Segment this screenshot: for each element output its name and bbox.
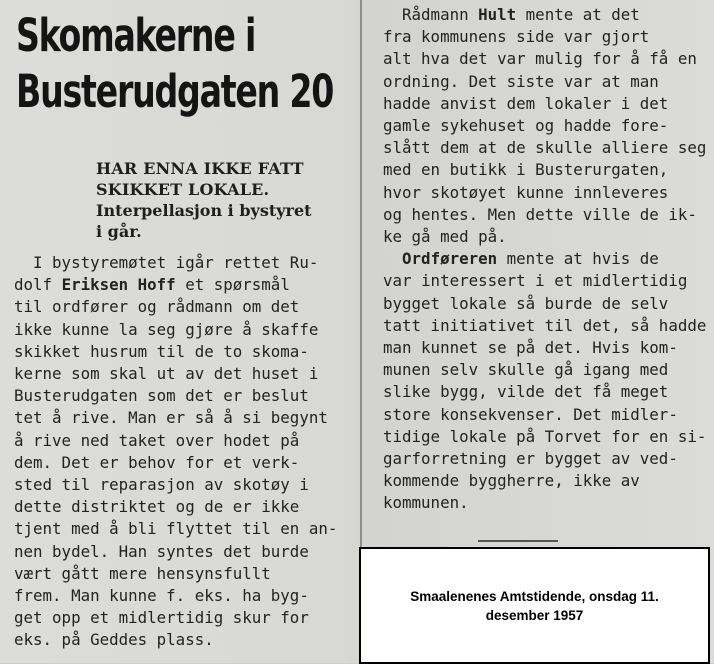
text-run: vært gått mere hensynsfullt [14,563,271,583]
right-body-line [383,182,705,204]
subhead-line-2: SKIKKET LOKALE. [96,180,270,199]
left-column [6,8,354,663]
text-run: bygget lokale så burde de selv [383,293,669,313]
text-run: var interessert i et midlertidig [383,271,688,291]
text-run: tet å rive. Man er så å si begynt [14,408,328,428]
text-run: slike bygg, vilde det få meget [383,382,669,402]
text-run: hvor skotøyet kunne innleveres [383,182,669,202]
caption-box [359,547,710,664]
text-run: man kunnet se på det. Hvis kom- [383,338,678,358]
text-run: sted til reparasjon av skotøy i [14,475,309,495]
left-body-line [14,496,354,518]
left-body-line [14,518,354,540]
left-body-line [14,274,354,296]
right-body-line [383,426,705,448]
left-body-line [14,319,354,341]
caption-line-1: Smaalenenes Amtstidende, onsdag 11. [410,588,659,604]
left-body-line [14,541,354,563]
right-column-body [383,4,705,515]
headline-line-1: Skomakerne i [16,9,256,62]
text-run: tatt initiativet til det, så hadde [383,315,707,335]
text-run: tidige lokale på Torvet for en si- [383,426,707,446]
text-run: kommende byggherre, ikke av [383,471,640,491]
text-run: kerne som skal ut av det huset i [14,364,319,384]
left-body-line [14,585,354,607]
text-run: og hentes. Men dette ville de ik- [383,204,697,224]
text-run: slått dem at de skulle alliere seg [383,138,707,158]
text-run: ikke kunne la seg gjøre å skaffe [14,319,319,339]
right-body-line [383,381,705,403]
text-run: tjent med å bli flyttet til en an- [14,519,338,539]
right-body-line [383,93,705,115]
right-body-line [383,26,705,48]
text-run: frem. Man kunne f. eks. ha byg- [14,586,309,606]
subhead-line-4: i går. [96,222,142,241]
text-run: ordning. Det siste var at man [383,71,659,91]
text-run: mente at hvis de [497,249,659,269]
text-run: gamle sykehuset og hadde fore- [383,116,669,136]
right-column [383,4,705,544]
text-run: get opp et midlertidig skur for [14,608,309,628]
bold-name: Eriksen Hoff [61,275,176,295]
text-run: å rive ned taket over hodet på [14,430,300,450]
text-run: kommunen. [383,493,469,513]
text-run: I bystyremøtet igår rettet Ru- [14,253,319,272]
text-run: dette distriktet og de er ikke [14,497,300,517]
bold-name: Hult [478,5,517,24]
subhead-line-1: HAR ENNA IKKE FATT [96,159,304,178]
text-run [383,249,402,268]
right-body-line [383,71,705,93]
text-run: med en butikk i Busterurgaten, [383,160,669,180]
right-body-line [383,248,705,270]
text-run: fra kommunens side var gjort [383,27,650,47]
right-body-line [383,226,705,248]
right-body-line [383,470,705,492]
caption-line-2: desember 1957 [485,607,584,623]
bold-name: Ordføreren [402,249,498,269]
left-body-line [14,607,354,629]
left-body-line [14,563,354,585]
right-body-line [383,448,705,470]
text-run: Busterudgaten som det er beslut [14,386,309,406]
left-body-line [14,363,354,385]
right-body-line [383,337,705,359]
left-body-line [14,341,354,363]
left-body-line [14,629,354,651]
text-run: store konsekvenser. Det midler- [383,404,678,424]
text-run: til ordfører og rådmann om det [14,297,300,317]
left-body-line [14,385,354,407]
text-run: skikket husrum til de to skoma- [14,341,309,361]
left-body-line [14,296,354,318]
text-run: munen selv skulle gå igang med [383,360,669,380]
left-body-line [14,252,354,274]
subheadline [96,158,354,242]
text-run: mente at det [516,5,640,24]
headline-line-2: Busterudgaten 20 [16,65,334,118]
text-run: eks. på Geddes plass. [14,630,214,650]
text-run: hadde anvist dem lokaler i det [383,93,669,113]
right-body-line [383,48,705,70]
text-run: alt hva det var mulig for å få en [383,49,697,69]
text-run: nen bydel. Han syntes det burde [14,541,309,561]
caption [390,587,680,625]
left-body-line [14,474,354,496]
right-body-line [383,404,705,426]
right-body-line [383,359,705,381]
text-run: Rådmann [383,5,479,24]
text-run: dem. Det er behov for et verk- [14,452,300,472]
right-body-line [383,492,705,514]
left-column-body [14,252,354,652]
headline [16,8,360,120]
left-body-line [14,452,354,474]
subhead-line-3: Interpellasjon i bystyret [96,201,312,220]
left-body-line [14,430,354,452]
left-body-line [14,407,354,429]
end-rule [478,540,558,542]
right-body-line [383,115,705,137]
right-body-line [383,159,705,181]
right-body-line [383,204,705,226]
right-body-line [383,293,705,315]
text-run: ke gå med på. [383,227,507,247]
text-run: garforretning er bygget av ved- [383,449,678,469]
text-run: et spørsmål [175,275,290,295]
right-body-line [383,137,705,159]
right-body-line [383,4,705,26]
right-body-line [383,270,705,292]
right-body-line [383,315,705,337]
text-run: dolf [14,275,62,295]
